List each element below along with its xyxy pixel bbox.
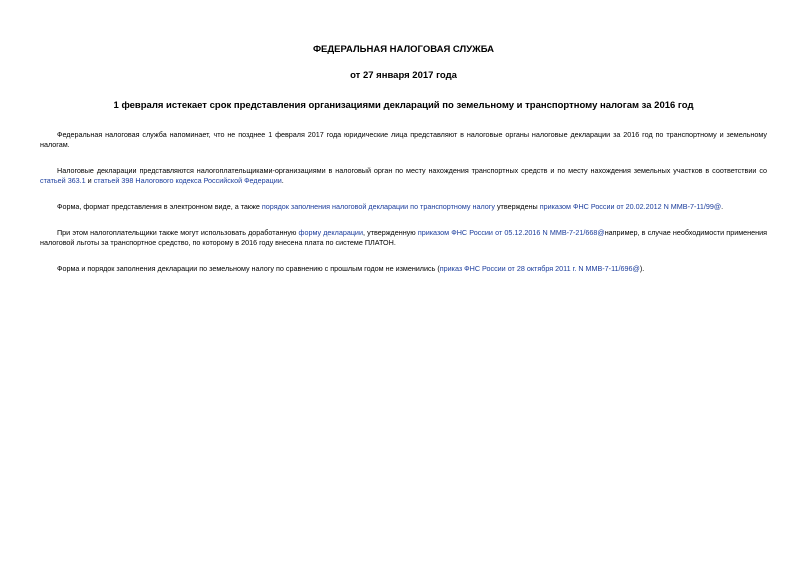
paragraph-4-text-1: При этом налогоплательщики также могут использовать доработанную xyxy=(57,228,299,237)
paragraph-4 xyxy=(40,228,767,248)
link-article-398-tax-code[interactable]: статьей 398 Налогового кодекса Российской Федерации xyxy=(93,176,282,185)
paragraph-5-text-2: ). xyxy=(639,264,645,273)
paragraph-2-text-2: и xyxy=(85,176,94,185)
paragraph-3-text-3: . xyxy=(721,202,724,211)
document-title: 1 февраля истекает срок представления организациями деклараций по земельному и транспортному налогам за 2016 год xyxy=(113,100,694,111)
paragraph-5-text-1: Форма и порядок заполнения декларации по земельному налогу по сравнению с прошлым годом не изменились ( xyxy=(57,264,440,273)
paragraph-2 xyxy=(40,166,767,186)
paragraph-2-text-1: Налоговые декларации представляются налогоплательщиками-организациями в налоговый орган по месту нахождения транспортных средств и по месту нахождения земельных участков в соответствии со xyxy=(57,166,767,175)
document-date: от 27 января 2017 года xyxy=(350,70,457,81)
link-declaration-form[interactable]: форму декларации xyxy=(298,228,363,237)
paragraph-1-text: Федеральная налоговая служба напоминает, что не позднее 1 февраля 2017 года юридические лица представляют в налоговые органы налоговые декларации за 2016 год по транспортному и земельному налогам. xyxy=(40,130,767,149)
link-article-363-1[interactable]: статьей 363.1 xyxy=(40,176,86,185)
paragraph-3-text-1: Форма, формат представления в электронном виде, а также xyxy=(57,202,262,211)
link-order-mmv-7-21-668[interactable]: приказом ФНС России от 05.12.2016 N ММВ-7-21/668@ xyxy=(417,228,605,237)
paragraph-4-text-2: , утвержденную xyxy=(362,228,418,237)
document-body xyxy=(40,130,767,290)
paragraph-2-text-3: . xyxy=(281,176,284,185)
paragraph-4-text-3: например, в случае необходимости применения налоговой льготы за транспортное средство, по которому в 2016 году внесена плата по системе ПЛАТОН. xyxy=(40,228,767,247)
paragraph-3-text-2: утверждены xyxy=(494,202,540,211)
link-order-mmv-7-11-696[interactable]: приказ ФНС России от 28 октября 2011 г. N ММВ-7-11/696@ xyxy=(439,264,640,273)
paragraph-5 xyxy=(40,264,767,274)
link-order-mmv-7-11-99[interactable]: приказом ФНС России от 20.02.2012 N ММВ-7-11/99@ xyxy=(539,202,722,211)
paragraph-1 xyxy=(40,130,767,150)
link-transport-tax-filling-procedure[interactable]: порядок заполнения налоговой декларации по транспортному налогу xyxy=(261,202,495,211)
organization-heading: ФЕДЕРАЛЬНАЯ НАЛОГОВАЯ СЛУЖБА xyxy=(312,44,495,55)
paragraph-3 xyxy=(40,202,767,212)
